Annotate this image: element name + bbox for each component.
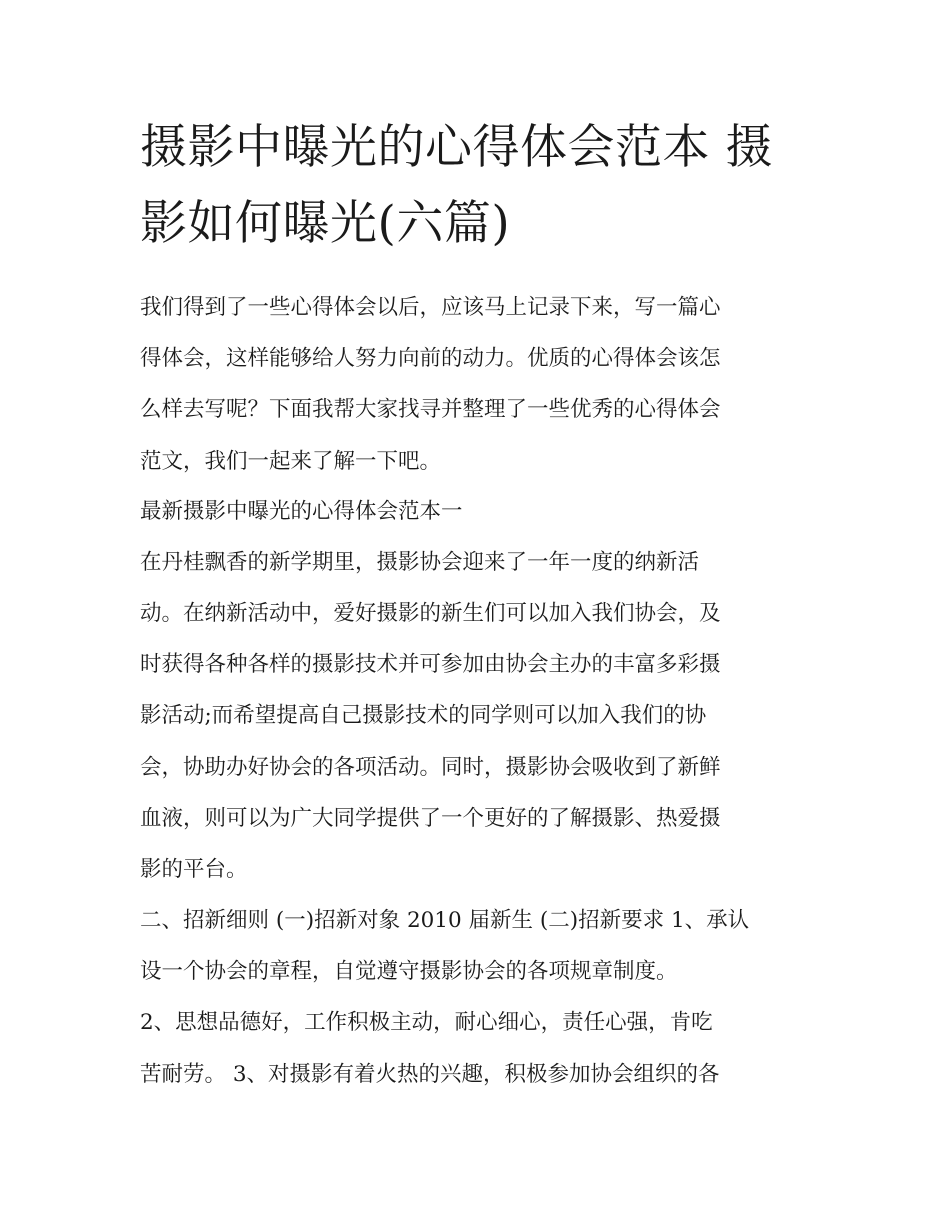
body-line: 在丹桂飘香的新学期里，摄影协会迎来了一年一度的纳新活	[140, 549, 700, 575]
body-line: 得体会，这样能够给人努力向前的动力。优质的心得体会该怎	[140, 346, 721, 372]
body-line: 设一个协会的章程，自觉遵守摄影协会的各项规章制度。	[140, 959, 678, 985]
document-title	[140, 110, 812, 262]
title-line: 影如何曝光(六篇)	[140, 196, 511, 251]
document-page	[140, 110, 812, 1100]
body-line: 影活动;而希望提高自己摄影技术的同学则可以加入我们的协	[140, 703, 707, 729]
body-line: 苦耐劳。 3、对摄影有着火热的兴趣，积极参加协会组织的各	[140, 1061, 720, 1087]
document-body	[140, 282, 812, 1100]
body-line: 血液，则可以为广大同学提供了一个更好的了解摄影、热爱摄	[140, 805, 721, 831]
body-line: 么样去写呢？下面我帮大家找寻并整理了一些优秀的心得体会	[140, 397, 721, 423]
body-line: 影的平台。	[140, 856, 248, 882]
body-line: 会，协助办好协会的各项活动。同时，摄影协会吸收到了新鲜	[140, 754, 721, 780]
section-heading: 最新摄影中曝光的心得体会范本一	[140, 498, 463, 524]
title-line: 摄影中曝光的心得体会范本 摄	[140, 120, 773, 175]
body-line: 范文，我们一起来了解一下吧。	[140, 448, 442, 474]
body-line: 2、思想品德好，工作积极主动，耐心细心，责任心强，肯吃	[140, 1010, 713, 1036]
body-line: 动。在纳新活动中，爱好摄影的新生们可以加入我们协会，及	[140, 600, 721, 626]
body-line: 时获得各种各样的摄影技术并可参加由协会主办的丰富多彩摄	[140, 652, 721, 678]
body-line: 我们得到了一些心得体会以后，应该马上记录下来，写一篇心	[140, 295, 721, 320]
body-line: 二、招新细则 (一)招新对象 2010 届新生 (二)招新要求 1、承认	[140, 908, 750, 934]
